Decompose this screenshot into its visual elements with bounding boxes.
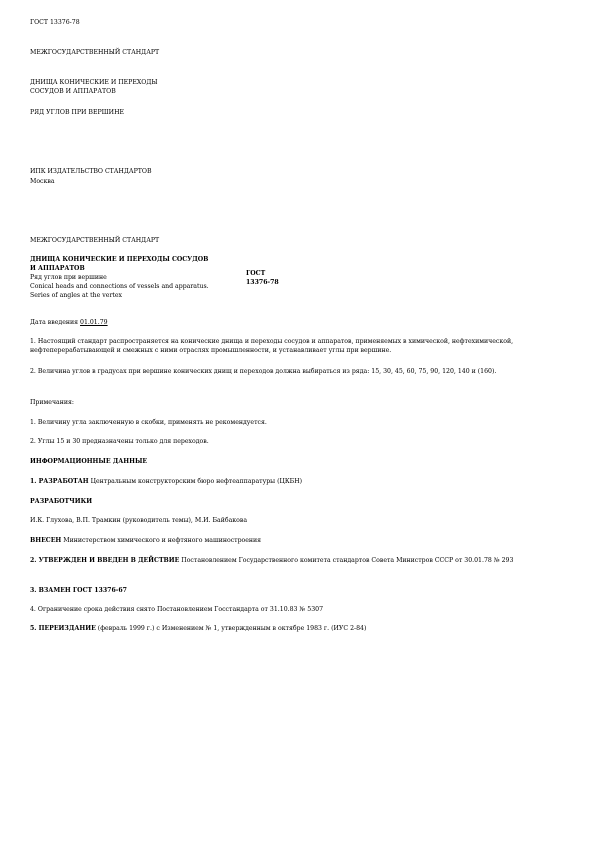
intro-date-line — [30, 318, 108, 327]
title-line-2: СОСУДОВ И АППАРАТОВ — [30, 88, 116, 95]
developers: И.К. Глухова, В.П. Трамкин (руководитель темы), М.И. Байбакова — [30, 517, 248, 524]
info-4: 4. Ограничение срока действия снято Постановлением Госстандарта от 31.10.83 № 5307 — [30, 606, 323, 613]
header-sub-en-1: Conical heads and connections of vessels and apparatus. — [30, 283, 209, 290]
info-1-label: 1. РАЗРАБОТАН — [30, 478, 89, 485]
title-line-1: ДНИЩА КОНИЧЕСКИЕ И ПЕРЕХОДЫ — [30, 79, 158, 86]
info-5-text: (февраль 1999 г.) с Изменением № 1, утвержденным в октябре 1983 г. (ИУС 2-84) — [95, 625, 367, 632]
paragraph-2: 2. Величина углов в градусах при вершине конических днищ и переходов должна выбираться из ряда: 15, 30, 45, 60, 75, 90, 120, 140 и (160). — [30, 368, 497, 375]
info-title: ИНФОРМАЦИОННЫЕ ДАННЫЕ — [30, 458, 148, 465]
standard-type: МЕЖГОСУДАРСТВЕННЫЙ СТАНДАРТ — [30, 49, 160, 56]
info-1 — [30, 477, 302, 486]
introduced-text: Министерством химического и нефтяного машиностроения — [61, 537, 262, 544]
note-title: Примечания: — [30, 399, 74, 406]
subtitle: РЯД УГЛОВ ПРИ ВЕРШИНЕ — [30, 109, 124, 116]
introduced — [30, 536, 261, 545]
city: Москва — [30, 178, 55, 185]
intro-label: Дата введения — [30, 319, 79, 326]
standard-type-2: МЕЖГОСУДАРСТВЕННЫЙ СТАНДАРТ — [30, 237, 160, 244]
note-2: 2. Углы 15 и 30 предназначены только для переходов. — [30, 438, 209, 445]
header-right — [246, 269, 326, 287]
header-sub-ru: Ряд углов при вершине — [30, 274, 107, 281]
publisher: ИПК ИЗДАТЕЛЬСТВО СТАНДАРТОВ — [30, 168, 152, 175]
intro-date: 01.01.79 — [80, 319, 108, 326]
info-5-label: 5. ПЕРЕИЗДАНИЕ — [30, 625, 96, 632]
info-5 — [30, 624, 366, 633]
header-sub-en-2: Series of angles at the vertex — [30, 292, 123, 299]
info-2-text: Постановлением Государственного комитета стандартов Совета Министров СССР от 30.01.78 № 293 — [179, 557, 514, 564]
header-left — [30, 255, 240, 300]
info-2-label: 2. УТВЕРЖДЕН И ВВЕДЕН В ДЕЙСТВИЕ — [30, 557, 180, 564]
introduced-label: ВНЕСЕН — [30, 537, 62, 544]
info-2 — [30, 556, 560, 565]
info-3: 3. ВЗАМЕН ГОСТ 13376-67 — [30, 587, 127, 594]
developers-title: РАЗРАБОТЧИКИ — [30, 498, 93, 505]
header-gost-number: 13376-78 — [246, 279, 279, 286]
header-title-1: ДНИЩА КОНИЧЕСКИЕ И ПЕРЕХОДЫ СОСУДОВ — [30, 256, 209, 263]
header-gost-label: ГОСТ — [246, 270, 266, 277]
gost-code: ГОСТ 13376-78 — [30, 19, 80, 26]
paragraph-1: 1. Настоящий стандарт распространяется на конические днища и переходы сосудов и аппаратов, применяемых в химической, нефтехимической, нефтеперерабатывающей и смежных с ними отраслях промышленности, и устанавливает углы при вершине. — [30, 338, 514, 354]
header-title-2: И АППАРАТОВ — [30, 265, 85, 272]
info-1-text: Центральным конструкторским бюро нефтеаппаратуры (ЦКБН) — [88, 478, 303, 485]
note-1: 1. Величину угла заключенную в скобки, применять не рекомендуется. — [30, 419, 267, 426]
